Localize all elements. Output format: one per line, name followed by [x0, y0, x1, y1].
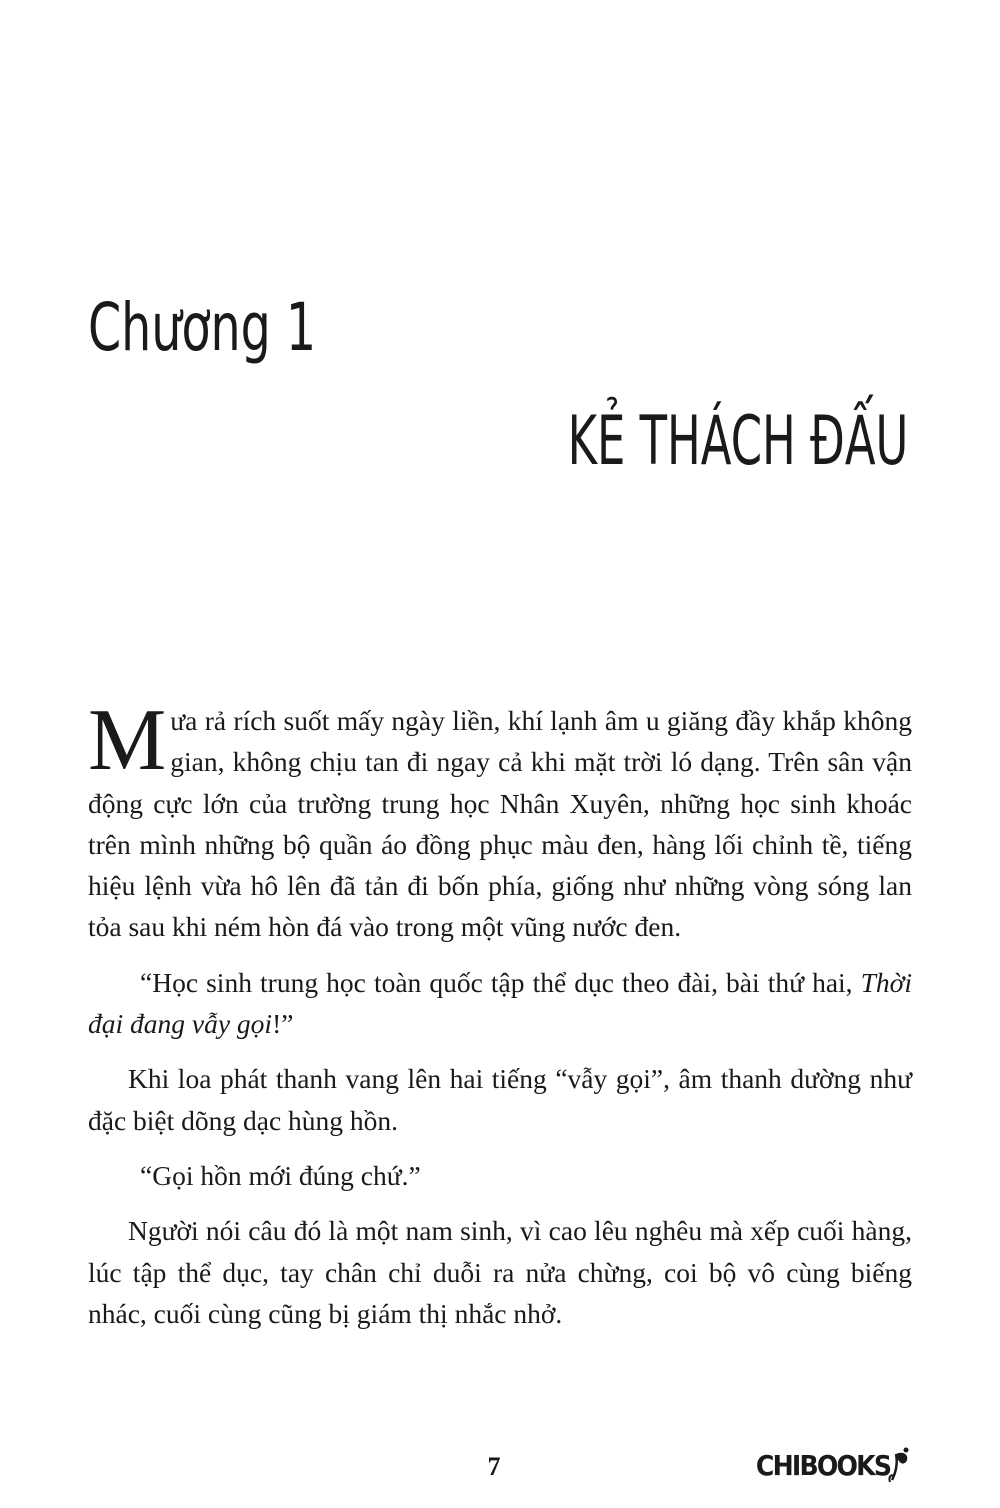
- drop-cap: M: [88, 692, 167, 789]
- chapter-title: KẺ THÁCH ĐẤU: [567, 402, 908, 481]
- paragraph-5: Người nói câu đó là một nam sinh, vì cao lêu nghêu mà xếp cuối hàng, lúc tập thể dục, tay chân chỉ duỗi ra nửa chừng, coi bộ vô cùng biếng nhác, cuối cùng cũng bị giám thị nhắc nhở.: [88, 1215, 912, 1329]
- paragraph-2: [88, 962, 912, 1045]
- publisher-logo: [741, 1446, 914, 1484]
- paragraph-2-italic: Thời đại đang vẫy gọi: [88, 966, 912, 1040]
- page-number: 7: [487, 1452, 501, 1481]
- paragraph-1: [88, 692, 912, 948]
- paragraph-2-start: “Học sinh trung học toàn quốc tập thể dục theo đài, bài thứ hai,: [140, 966, 861, 998]
- paragraph-3: Khi loa phát thanh vang lên hai tiếng “vẫy gọi”, âm thanh dường như đặc biệt dõng dạc hùng hồn.: [88, 1063, 912, 1136]
- chapter-number: Chương 1: [88, 289, 317, 366]
- paragraph-2-end: !”: [272, 1008, 294, 1040]
- chapter-body: [88, 692, 912, 1348]
- paragraph-4: “Gọi hồn mới đúng chứ.”: [140, 1159, 421, 1191]
- paragraph-1-text: ưa rả rích suốt mấy ngày liền, khí lạnh âm u giăng đầy khắp không gian, không chịu tan đi ngay cả khi mặt trời ló dạng. Trên sân vận động cực lớn của trường trung học Nhân Xuyên, những học sinh khoác trên mình những bộ quần áo đồng phục màu đen, hàng lối chỉnh tề, tiếng hiệu lệnh vừa hô lên đã tản đi bốn phía, giống như những vòng sóng lan tỏa sau khi ném hòn đá vào trong một vũng nước đen.: [88, 705, 912, 943]
- publisher-logo-text: CHIBOOKS: [755, 1448, 890, 1482]
